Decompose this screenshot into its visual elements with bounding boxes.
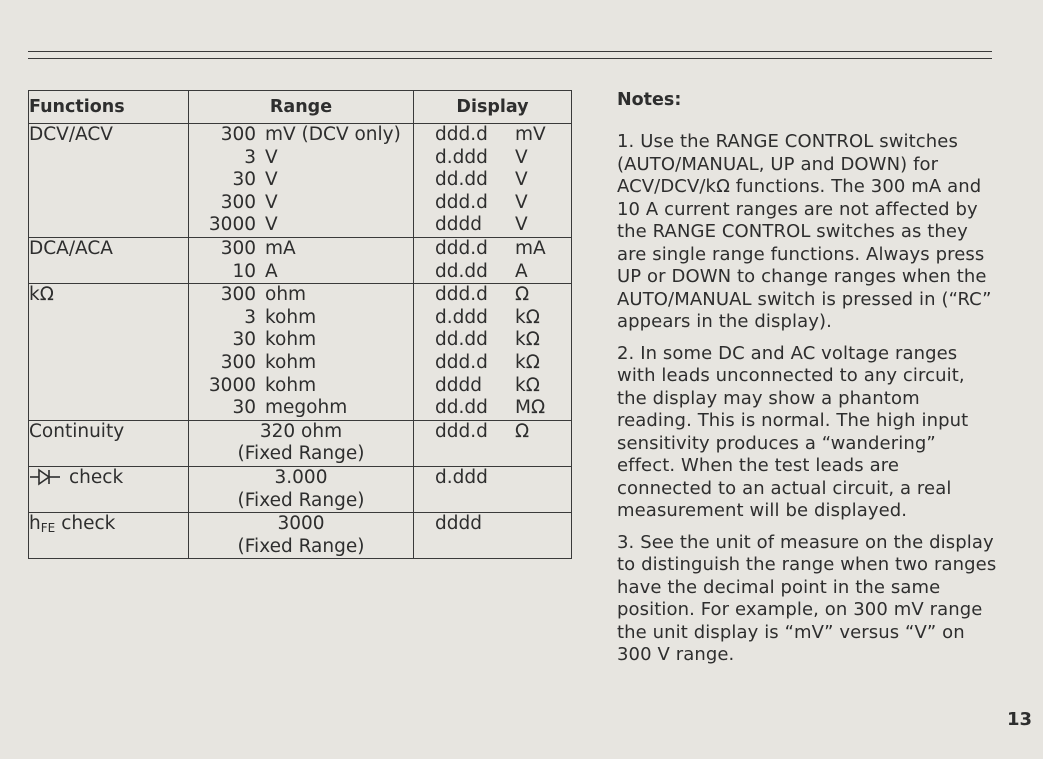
range-value: 320 ohm [259, 420, 343, 442]
range-value: 3000 [208, 374, 256, 396]
table-row [29, 284, 572, 421]
table-row [29, 124, 572, 238]
function-label: DCA/ACA [29, 237, 113, 259]
header-display: Display [414, 91, 572, 124]
range-line [189, 329, 413, 352]
range-unit: megohm [265, 397, 348, 419]
diode-icon [29, 468, 61, 486]
function-cell [29, 237, 189, 283]
range-unit: V [265, 169, 278, 191]
function-label: kΩ [29, 284, 54, 306]
range-cell [189, 284, 414, 421]
display-line [414, 352, 571, 375]
display-unit: V [515, 191, 528, 213]
note-item: 1. Use the RANGE CONTROL switches (AUTO/MANUAL, UP and DOWN) for ACV/DCV/kΩ functions. The 300 mA and 10 A current ranges are not affected by the RANGE CONTROL switches as they are single range functions. Always press UP or DOWN to change ranges when the AUTO/MANUAL switch is pressed in (“RC” appears in the display). [617, 131, 992, 332]
range-unit: kohm [265, 351, 317, 373]
range-value: 10 [232, 260, 256, 282]
note-item: 3. See the unit of measure on the display to distinguish the range when two ranges have the decimal point in the same position. For example, on 300 mV range the unit display is “mV” versus “V” on 300 V range. [617, 531, 997, 665]
function-label: DCV/ACV [29, 124, 113, 145]
range-line [189, 284, 413, 307]
top-rule [28, 51, 992, 52]
display-unit: kΩ [515, 306, 540, 328]
notes-section [617, 88, 997, 676]
display-digits: d.ddd [435, 466, 488, 488]
notes-title: Notes: [617, 90, 682, 110]
display-line [414, 261, 571, 284]
table-row [29, 466, 572, 512]
display-line [414, 375, 571, 398]
display-line [414, 421, 571, 444]
header-range: Range [189, 91, 414, 124]
top-rule-second [28, 58, 992, 59]
range-value: 300 [220, 124, 256, 145]
display-digits: dd.dd [435, 397, 488, 419]
display-unit: A [515, 260, 528, 282]
range-note: (Fixed Range) [237, 535, 365, 557]
range-value: 300 [220, 191, 256, 213]
hfe-main: h [29, 513, 41, 535]
range-line [189, 397, 413, 420]
display-unit: MΩ [515, 397, 546, 419]
display-line [414, 169, 571, 192]
range-cell [189, 420, 414, 466]
note-item: 2. In some DC and AC voltage ranges with leads unconnected to any circuit, the display may show a phantom reading. This is normal. The high input sensitivity produces a “wandering” effect. When the test leads are connected to an actual circuit, a real measurement will be displayed. [617, 342, 969, 521]
display-line [414, 284, 571, 307]
display-unit: Ω [515, 420, 530, 442]
display-line [414, 214, 571, 237]
display-unit: kΩ [515, 374, 540, 396]
range-line [189, 214, 413, 237]
display-cell [414, 237, 572, 283]
display-line [414, 307, 571, 330]
range-value: 3.000 [274, 466, 328, 488]
display-cell [414, 420, 572, 466]
display-unit: Ω [515, 284, 530, 306]
display-digits: dddd [435, 214, 482, 236]
range-cell [189, 513, 414, 559]
range-line [189, 147, 413, 170]
display-unit: kΩ [515, 329, 540, 351]
table-row [29, 420, 572, 466]
range-line [189, 238, 413, 261]
range-value: 3 [244, 146, 256, 168]
function-cell [29, 284, 189, 421]
display-line [414, 238, 571, 261]
display-digits: ddd.d [435, 420, 488, 442]
display-line [414, 124, 571, 147]
function-label-hfe [29, 513, 188, 540]
range-value: 30 [232, 329, 256, 351]
range-value: 3 [244, 306, 256, 328]
range-unit: kohm [265, 374, 317, 396]
range-line [189, 169, 413, 192]
display-cell [414, 284, 572, 421]
range-value: 3000 [208, 214, 256, 236]
table-row [29, 513, 572, 559]
display-line [414, 397, 571, 420]
function-label-diode [29, 467, 188, 490]
range-unit: V [265, 146, 278, 168]
display-unit: V [515, 169, 528, 191]
range-unit: ohm [265, 284, 307, 306]
range-note: (Fixed Range) [237, 443, 365, 465]
range-unit: kohm [265, 329, 317, 351]
function-cell [29, 420, 189, 466]
display-digits: ddd.d [435, 237, 488, 259]
range-line [189, 375, 413, 398]
page-number: 13 [1007, 709, 1033, 730]
function-cell [29, 466, 189, 512]
range-value: 3000 [277, 513, 325, 535]
display-unit: kΩ [515, 351, 540, 373]
header-functions: Functions [29, 91, 189, 124]
range-value: 300 [220, 237, 256, 259]
range-cell [189, 124, 414, 238]
display-digits: ddd.d [435, 124, 488, 145]
hfe-check-text: check [61, 513, 116, 535]
display-line [414, 147, 571, 170]
function-cell [29, 513, 189, 559]
display-digits: dd.dd [435, 169, 488, 191]
display-unit: mV [515, 124, 546, 145]
diode-check-text: check [69, 466, 124, 488]
range-value: 300 [220, 351, 256, 373]
display-line [414, 329, 571, 352]
display-cell [414, 466, 572, 512]
table-row [29, 237, 572, 283]
display-unit: V [515, 146, 528, 168]
display-digits: dddd [435, 513, 482, 535]
display-line [414, 467, 571, 490]
functions-table [28, 90, 572, 559]
display-digits: ddd.d [435, 284, 488, 306]
display-digits: dd.dd [435, 260, 488, 282]
display-digits: ddd.d [435, 191, 488, 213]
range-value: 300 [220, 284, 256, 306]
function-label: Continuity [29, 420, 125, 442]
display-digits: dd.dd [435, 329, 488, 351]
range-line [189, 261, 413, 284]
display-digits: d.ddd [435, 306, 488, 328]
range-line [189, 307, 413, 330]
range-unit: mA [265, 237, 296, 259]
display-digits: ddd.d [435, 351, 488, 373]
range-line [189, 352, 413, 375]
range-unit: kohm [265, 306, 317, 328]
display-unit: mA [515, 237, 546, 259]
hfe-subscript: FE [40, 521, 56, 536]
range-cell [189, 466, 414, 512]
range-unit: mV (DCV only) [265, 124, 401, 145]
display-line [414, 513, 571, 536]
table-header-row [29, 91, 572, 124]
range-value: 30 [232, 169, 256, 191]
display-unit: V [515, 214, 528, 236]
range-unit: A [265, 260, 278, 282]
range-value: 30 [232, 397, 256, 419]
range-line [189, 192, 413, 215]
range-unit: V [265, 214, 278, 236]
display-cell [414, 513, 572, 559]
range-unit: V [265, 191, 278, 213]
range-cell [189, 237, 414, 283]
range-note: (Fixed Range) [237, 489, 365, 511]
range-line [189, 124, 413, 147]
display-digits: d.ddd [435, 146, 488, 168]
function-cell [29, 124, 189, 238]
display-line [414, 192, 571, 215]
display-cell [414, 124, 572, 238]
display-digits: dddd [435, 374, 482, 396]
